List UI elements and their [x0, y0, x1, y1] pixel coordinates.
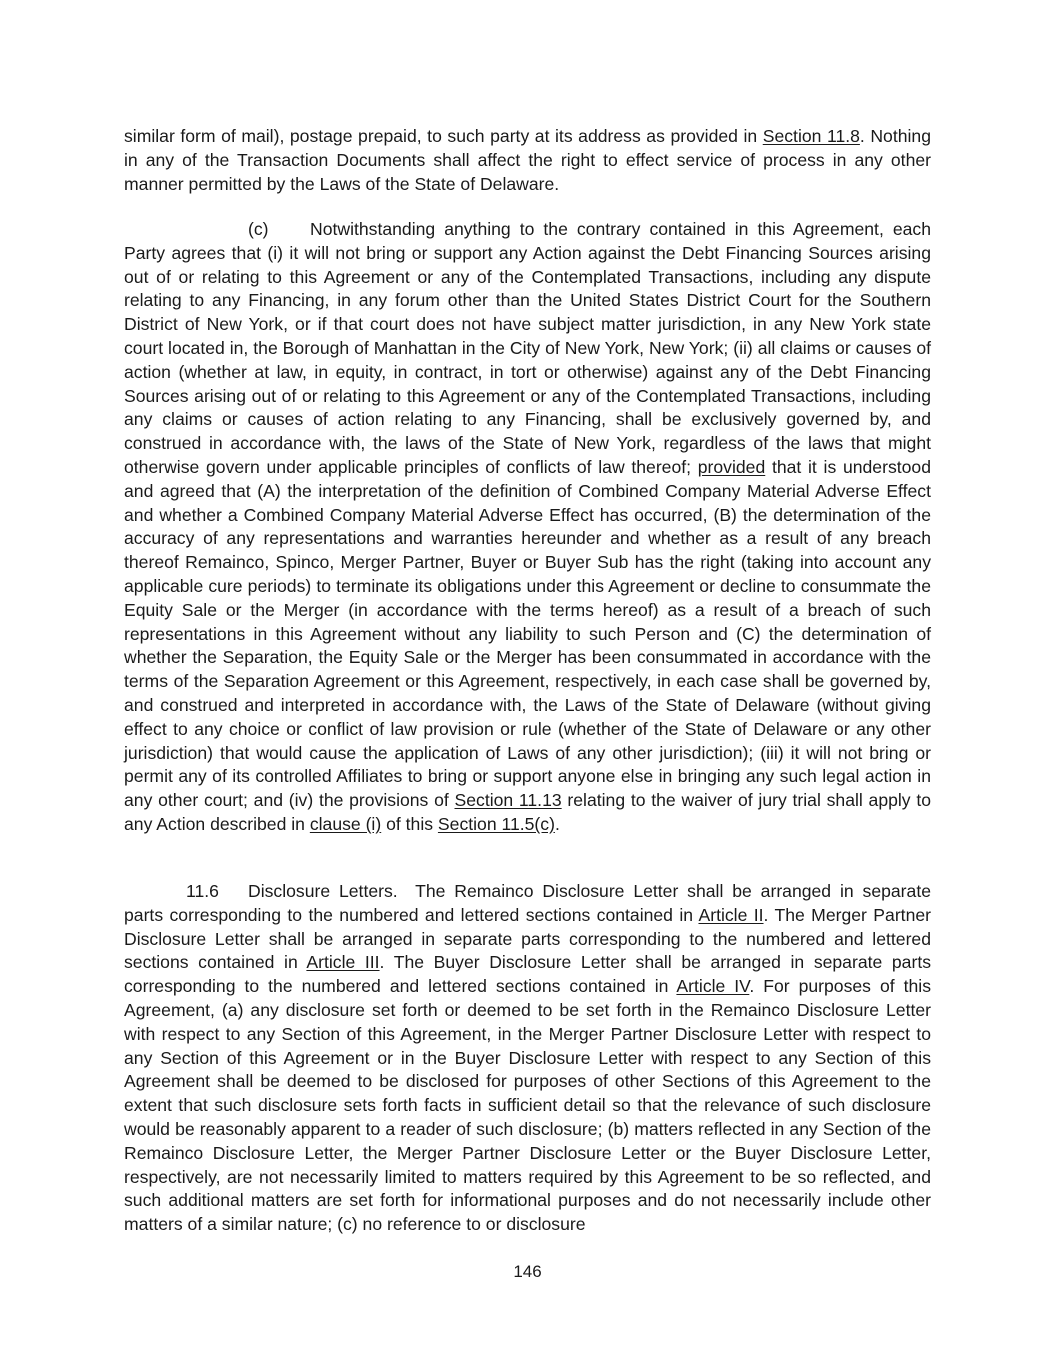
cross-reference-section-11-13[interactable]: Section 11.13 [454, 790, 562, 811]
cross-reference-article-ii[interactable]: Article II [698, 904, 764, 925]
para2-text-3: relating to the waiver of jury trial shall apply to any Action described in [124, 790, 932, 834]
page-number: 146 [513, 1262, 542, 1281]
section-number: 11.6 [186, 881, 219, 901]
cross-reference-clause-i[interactable]: clause (i) [309, 813, 382, 834]
cross-reference-article-iv[interactable]: Article IV [676, 976, 750, 997]
cross-reference-article-iii[interactable]: Article III [306, 952, 380, 973]
para2-text-1: Notwithstanding anything to the contrary contained in this Agreement, each Party agrees that (i) it will not bring or support any Action against the Debt Financing Sources arising out of or relating to this Agreement or any of the Contemplated Transactions, including any dispute relating to any Financing, in any forum other than the United States District Court for the Southern District of New York, or if that court does not have subject matter jurisdiction, in any New York state court located in, the Borough of Manhattan in the City of New York, New York; (ii) all claims or causes of action (whether at law, in equity, in contract, in tort or otherwise) against any of the Debt Financing Sources arising out of or relating to this Agreement or any of the Contemplated Transactions, including any claims or causes of action relating to any Financing, shall be exclusively governed by, and construed in accordance with, the laws of the State of New York, regardless of the laws that might otherwise govern under applicable principles of conflicts of law thereof; [124, 219, 931, 477]
clause-label: (c) [248, 219, 269, 239]
paragraph-11-6-disclosure-letters [124, 880, 936, 1237]
para3-text-1: The Remainco Disclosure Letter shall be arranged in separate parts corresponding to the numbered and lettered sections contained in [124, 881, 936, 925]
section-heading: Disclosure Letters. [248, 881, 398, 901]
cross-reference-section-11-5-c[interactable]: Section 11.5(c) [437, 813, 555, 834]
paragraph-service-of-process [124, 125, 931, 196]
para1-text-2: . Nothing in any of the Transaction Documents shall affect the right to effect service of process in any other manner permitted by the Laws of the State of Delaware. [124, 126, 931, 194]
para3-text-3: . The Buyer Disclosure Letter shall be arranged in separate parts corresponding to the numbered and lettered sections contained in [124, 952, 932, 997]
para2-text-5: . [554, 813, 560, 834]
para3-text-4: . For purposes of this Agreement, (a) any disclosure set forth or deemed to be set forth in the Remainco Disclosure Letter with respect to any Section of this Agreement, in the Merger Partner Disclosure Letter with respect to any Section of this Agreement or in the Buyer Disclosure Letter with respect to any Section of this Agreement shall be deemed to be disclosed for purposes of other Sections of this Agreement to the extent that such disclosure sets forth facts in sufficient detail so that the relevance of such disclosure would be reasonably apparent to a reader of such disclosure; (b) matters reflected in any Section of the Remainco Disclosure Letter, the Merger Partner Disclosure Letter or the Buyer Disclosure Letter, respectively, are not necessarily limited to matters required by this Agreement to be so reflected, and such additional matters are set forth for informational purposes and do not necessarily include other matters of a similar nature; (c) no reference to or disclosure [124, 976, 932, 1235]
para2-text-4: of this [381, 813, 438, 834]
cross-reference-section-11-8[interactable]: Section 11.8 [762, 126, 860, 146]
para1-text-1: similar form of mail), postage prepaid, to such party at its address as provided in [124, 126, 763, 146]
provided-term: provided [697, 456, 766, 477]
paragraph-11-5-c [124, 218, 931, 837]
para2-text-2: that it is understood and agreed that (A) the interpretation of the definition of Combined Company Material Adverse Effect and whether a Combined Company Material Adverse Effect has occurred, (B) the determination of the accuracy of any representations and warranties hereunder and whether as a result of any breach thereof Remainco, Spinco, Merger Partner, Buyer or Buyer Sub has the right (taking into account any applicable cure periods) to terminate its obligations under this Agreement or decline to consummate the Equity Sale or the Merger (in accordance with the terms hereof) as a result of a breach of such representations in this Agreement without any liability to such Person and (C) the determination of whether the Separation, the Equity Sale or the Merger has been consummated in accordance with the terms of the Separation Agreement or this Agreement, respectively, in each case shall be governed by, and construed and interpreted in accordance with, the Laws of the State of Delaware (without giving effect to any choice or conflict of law provision or rule (whether of the State of Delaware or any other jurisdiction) that would cause the application of Laws of any other jurisdiction); (iii) it will not bring or permit any of its controlled Affiliates to bring or support anyone else in bringing any such legal action in any other court; and (iv) the provisions of [124, 456, 931, 811]
para3-text-2: . The Merger Partner Disclosure Letter shall be arranged in separate parts corresponding to the numbered and lettered sections contained in [124, 904, 931, 973]
